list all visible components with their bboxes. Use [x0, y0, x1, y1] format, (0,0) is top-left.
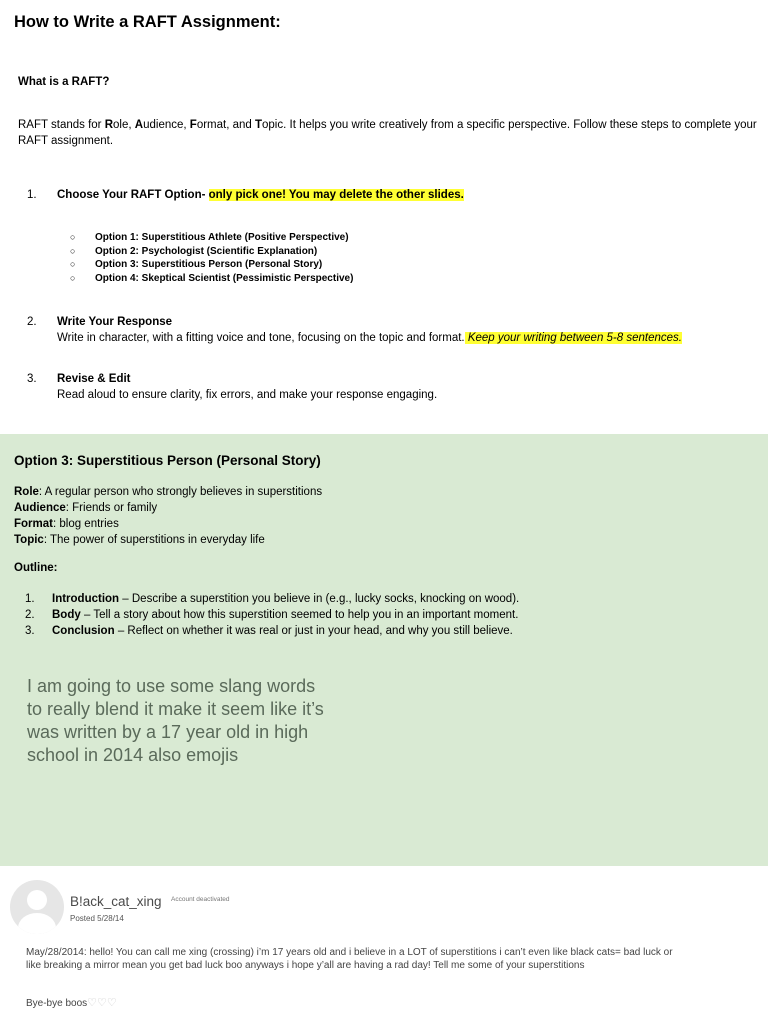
option-item: ○ Option 4: Skeptical Scientist (Pessimistic Perspective) — [70, 272, 354, 284]
option-3-section — [0, 434, 768, 866]
raft-intro: RAFT stands for Role, Audience, Format, and Topic. It helps you write creatively from a specific perspective. Follow these steps to complete your RAFT assignment. — [18, 119, 757, 147]
raft-subheading: What is a RAFT? — [18, 76, 110, 88]
format-line: Format: blog entries — [14, 518, 119, 530]
outline-item: 1. Introduction – Describe a superstition you believe in (e.g., lucky socks, knocking on wood). — [25, 593, 520, 605]
outline-label: Outline: — [14, 562, 58, 574]
account-status: Account deactivated — [171, 896, 230, 903]
page-title: How to Write a RAFT Assignment: — [14, 13, 281, 31]
circle-bullet-icon: ○ — [70, 245, 76, 256]
option-item: ○ Option 2: Psychologist (Scientific Explanation) — [70, 245, 318, 257]
blog-post — [0, 866, 768, 1024]
outline-item: 2. Body – Tell a story about how this superstition seemed to help you in an important moment. — [25, 609, 519, 621]
post-body[interactable]: May/28/2014: hello! You can call me xing (crossing) i’m 17 years old and i believe in a LOT of superstitions i can’t even like black cats= bad luck or like breaking a mirror mean you get bad luck boo anyways i hope y’all are having a rad day! Tell me some of your superstitions — [26, 947, 673, 971]
step-label: Write Your Response — [57, 316, 173, 328]
raft-details — [14, 484, 322, 548]
role-line: Role: A regular person who strongly believes in superstitions — [14, 486, 323, 498]
option-list — [70, 231, 353, 285]
outline-item: 3. Conclusion – Reflect on whether it was real or just in your head, and why you still believe. — [25, 625, 513, 637]
highlight-text: only pick one! You may delete the other slides. — [208, 189, 464, 201]
step-number: 3. — [27, 373, 37, 385]
circle-bullet-icon: ○ — [70, 232, 76, 242]
option-item: ○ Option 3: Superstitious Person (Personal Story) — [70, 259, 323, 270]
avatar-head-icon — [27, 890, 47, 910]
step-text: Read aloud to ensure clarity, fix errors, and make your response engaging. — [57, 388, 438, 401]
heart-icon: ♡♡♡ — [87, 997, 117, 1009]
step-label: Revise & Edit — [57, 373, 131, 385]
outline-list — [25, 591, 519, 639]
step-label: Choose Your RAFT Option — [57, 189, 202, 201]
topic-line: Topic: The power of superstitions in everyday life — [14, 534, 265, 546]
highlight-text: Keep your writing between 5-8 sentences. — [464, 331, 682, 344]
circle-bullet-icon: ○ — [70, 259, 76, 269]
option-3-title: Option 3: Superstitious Person (Personal Story) — [14, 453, 321, 468]
post-date: Posted 5/28/14 — [70, 914, 124, 923]
post-signoff[interactable]: Bye-bye boos♡♡♡ — [26, 997, 117, 1009]
avatar — [10, 880, 64, 934]
audience-line: Audience: Friends or family — [14, 502, 158, 514]
username: B!ack_cat_xing — [70, 894, 162, 909]
step-number: 2. — [27, 316, 37, 328]
step-number: 1. — [27, 189, 37, 201]
avatar-body-icon — [18, 913, 56, 934]
circle-bullet-icon: ○ — [70, 272, 76, 283]
option-item: ○ Option 1: Superstitious Athlete (Positive Perspective) — [70, 232, 349, 243]
step-text: Write in character, with a fitting voice and tone, focusing on the topic and format. — [57, 331, 465, 344]
instructions-section: How to Write a RAFT Assignment: What is a RAFT? RAFT stands for Role, Audience, Format, and Topic. It helps you write creatively from a specific perspective. Follow these steps to complete your RAFT assignment. 1. Choose Your RAFT Option- only pick one! You may delete the other slides. ○ Option 1: Superstitious Athlete (Positive Perspective) ○ Option 2: Psychologist (Scientific Explanation) ○ Option 3: Superstitious Person (Personal Story) ○ Option 4: Skeptical Scientist (Pessimistic Perspective) 2. Write Your Response Write in character, with a fitting voice and tone, focusing on the topic and format. Keep your writing between 5-8 sentences. 3. Revise & Edit Read aloud to ensure clarity, fix errors, and make your response engaging. — [0, 0, 768, 434]
student-note[interactable]: I am going to use some slang words to really blend it make it seem like it’s was written by a 17 year old in high school in 2014 also emojis — [27, 676, 324, 765]
